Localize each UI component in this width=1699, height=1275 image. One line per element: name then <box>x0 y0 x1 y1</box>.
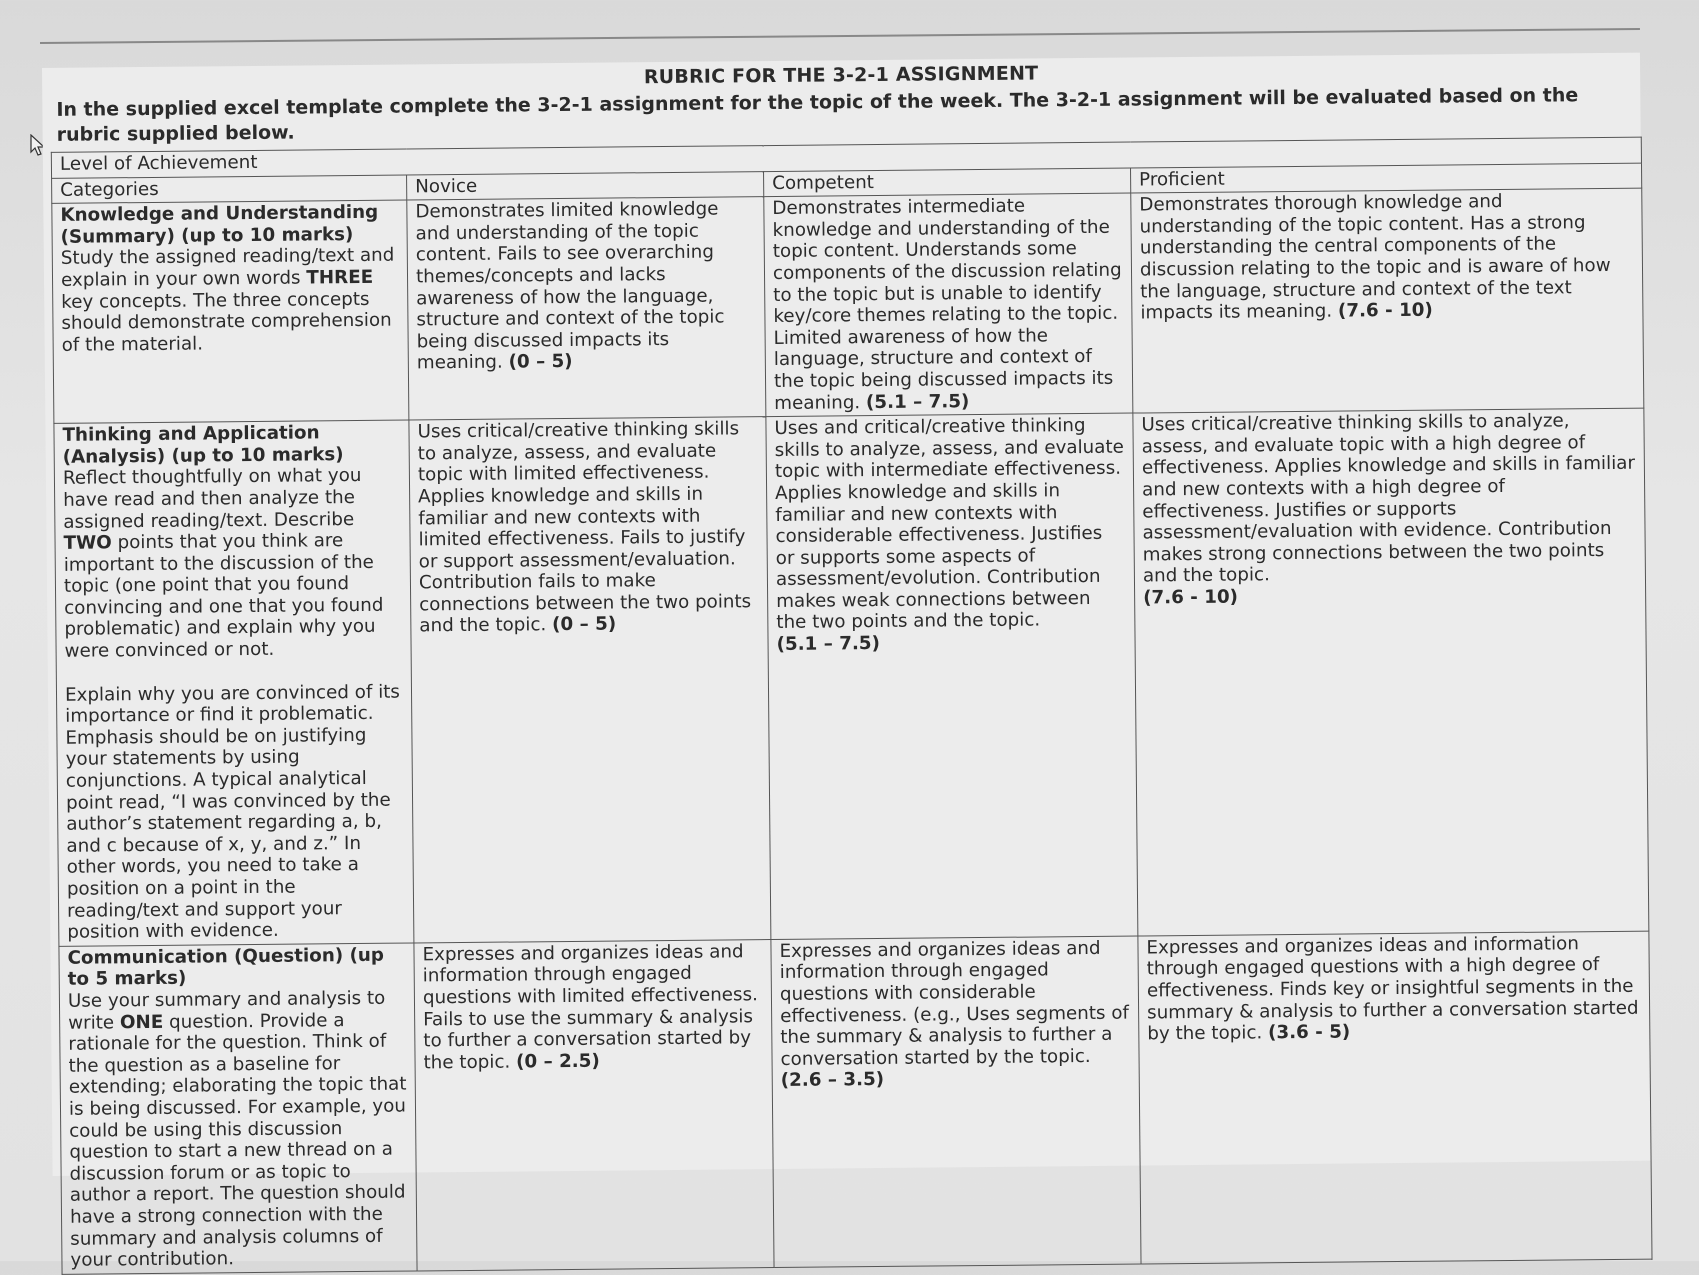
proficient-description: Demonstrates thorough knowledge and understanding of the topic content. Has a strong understanding the central components of the discussion relating to the topic and is aware of how the language, structure and context of the text impacts its meaning. <box>1139 191 1611 324</box>
competent-description: Demonstrates intermediate knowledge and understanding of the topic content. Understands some components of the discussion relating to the topic but is unable to identify key/core themes relating to the topic. Limited awareness of how the language, structure and context of the topic being discussed impacts its meaning. <box>772 195 1122 414</box>
category-title: Communication (Question) (up to 5 marks) <box>67 944 385 991</box>
competent-cell <box>766 413 1138 939</box>
col-header-competent: Competent <box>764 168 1131 197</box>
proficient-score: (7.6 - 10) <box>1143 586 1239 609</box>
novice-description: Demonstrates limited knowledge and understanding of the topic content. Fails to see overarching themes/concepts and lacks awareness of how the language, structure and context of the topic being discussed impacts its meaning. <box>415 198 725 374</box>
category-text: key concepts. The three concepts should demonstrate comprehension of the material. <box>61 288 392 356</box>
rubric-sheet <box>42 53 1651 1271</box>
level-of-achievement-header: Level of Achievement <box>51 137 1641 178</box>
category-cell <box>52 200 409 423</box>
proficient-cell <box>1133 408 1649 936</box>
table-row-communication <box>59 931 1652 1274</box>
category-text-extra: Explain why you are convinced of its importance or find it problematic. Emphasis should be on justifying your statements by using conjunctions. A typical analytical point read, “I was convinced by the author’s statement regarding a, b, and c because of x, y, and z.” In other words, you need to take a position on a point in the reading/text and support your position with evidence. <box>64 681 401 943</box>
competent-cell <box>771 936 1141 1267</box>
novice-cell <box>407 197 766 420</box>
novice-cell <box>414 939 774 1270</box>
competent-cell <box>764 193 1133 416</box>
category-text: Reflect thoughtfully on what you have read and then analyze the assigned reading/text. Describe <box>62 465 362 533</box>
proficient-score: (3.6 - 5) <box>1267 1021 1351 1044</box>
novice-cell <box>409 417 771 943</box>
competent-description: Uses and critical/creative thinking skills to analyze, assess, and evaluate topic with intermediate effectiveness. Applies knowledge and skills in familiar and new contexts with considerable effectiveness. Justifies or supports some aspects of assessment/evolution. Contribution makes weak connections between the two points and the topic. <box>774 415 1124 634</box>
competent-score: (2.6 – 3.5) <box>780 1069 885 1092</box>
proficient-cell <box>1138 931 1652 1264</box>
novice-description: Expresses and organizes ideas and information through engaged questions with limited effectiveness. Fails to use the summary & analysis to further a conversation started by the topic. <box>422 941 758 1074</box>
category-title: Knowledge and Understanding (Summary) (up to 10 marks) <box>60 201 379 248</box>
novice-score: (0 – 5) <box>552 613 617 636</box>
competent-score: (5.1 – 7.5) <box>776 633 881 656</box>
proficient-cell <box>1131 188 1644 413</box>
category-cell <box>59 943 417 1274</box>
col-header-categories: Categories <box>52 175 407 204</box>
category-text: Use your summary and analysis to write <box>67 987 386 1034</box>
table-row-thinking <box>54 408 1649 946</box>
rubric-title: RUBRIC FOR THE 3-2-1 ASSIGNMENT <box>643 62 1039 89</box>
category-emphasis: TWO <box>63 532 112 554</box>
category-cell <box>54 420 414 946</box>
category-emphasis: THREE <box>306 266 374 289</box>
rubric-intro: In the supplied excel template complete the 3-2-1 assignment for the topic of the week. The 3-2-1 assignment will be evaluated based on the rubric supplied below. <box>56 84 1579 146</box>
novice-score: (0 – 2.5) <box>515 1050 600 1073</box>
col-header-proficient: Proficient <box>1131 163 1642 193</box>
novice-description: Uses critical/creative thinking skills to analyze, assess, and evaluate topic with limited effectiveness. Applies knowledge and skills in familiar and new contexts with limited effectiveness. Fails to justify or support assessment/evaluation. Contribution fails to make connections between the two points and the topic. <box>417 418 752 637</box>
category-emphasis: ONE <box>119 1011 164 1033</box>
novice-score: (0 – 5) <box>508 351 573 373</box>
competent-description: Expresses and organizes ideas and information through engaged questions with considerable effectiveness. (e.g., Uses segments of the summary & analysis to further a conversation started by the topic. <box>779 937 1130 1070</box>
category-text: Study the assigned reading/text and explain in your own words <box>60 245 395 291</box>
table-row-knowledge <box>52 188 1644 423</box>
proficient-score: (7.6 - 10) <box>1337 299 1433 322</box>
rubric-table <box>51 137 1653 1275</box>
proficient-description: Expresses and organizes ideas and information through engaged questions with a high degree of effectiveness. Finds key or insightful segments in the summary & analysis to further a conversation started by the topic. <box>1146 933 1639 1045</box>
category-text: points that you think are important to the discussion of the topic (one point that you found convincing and one that you found problematic) and explain why you were convinced or not. <box>63 530 384 662</box>
sheet-top-edge <box>40 28 1640 44</box>
category-text: question. Provide a rationale for the question. Think of the question as a baseline for extending; elaborating the topic that is being discussed. For example, you could be using this discussion question to start a new thread on a discussion forum or as topic to author a report. The question should have a strong connection with the summary and analysis columns of your contribution. <box>68 1009 407 1271</box>
proficient-description: Uses critical/creative thinking skills to analyze, assess, and evaluate topic with a high degree of effectiveness. Applies knowledge and skills in familiar and new contexts with a high degree of effectiveness. Justifies or supports assessment/evaluation with evidence. Contribution makes strong connections between the two points and the topic. <box>1141 410 1636 587</box>
competent-score: (5.1 – 7.5) <box>865 390 970 413</box>
col-header-novice: Novice <box>407 171 764 200</box>
paragraph-spacer <box>65 659 403 684</box>
category-title: Thinking and Application (Analysis) (up to 10 marks) <box>62 422 344 468</box>
